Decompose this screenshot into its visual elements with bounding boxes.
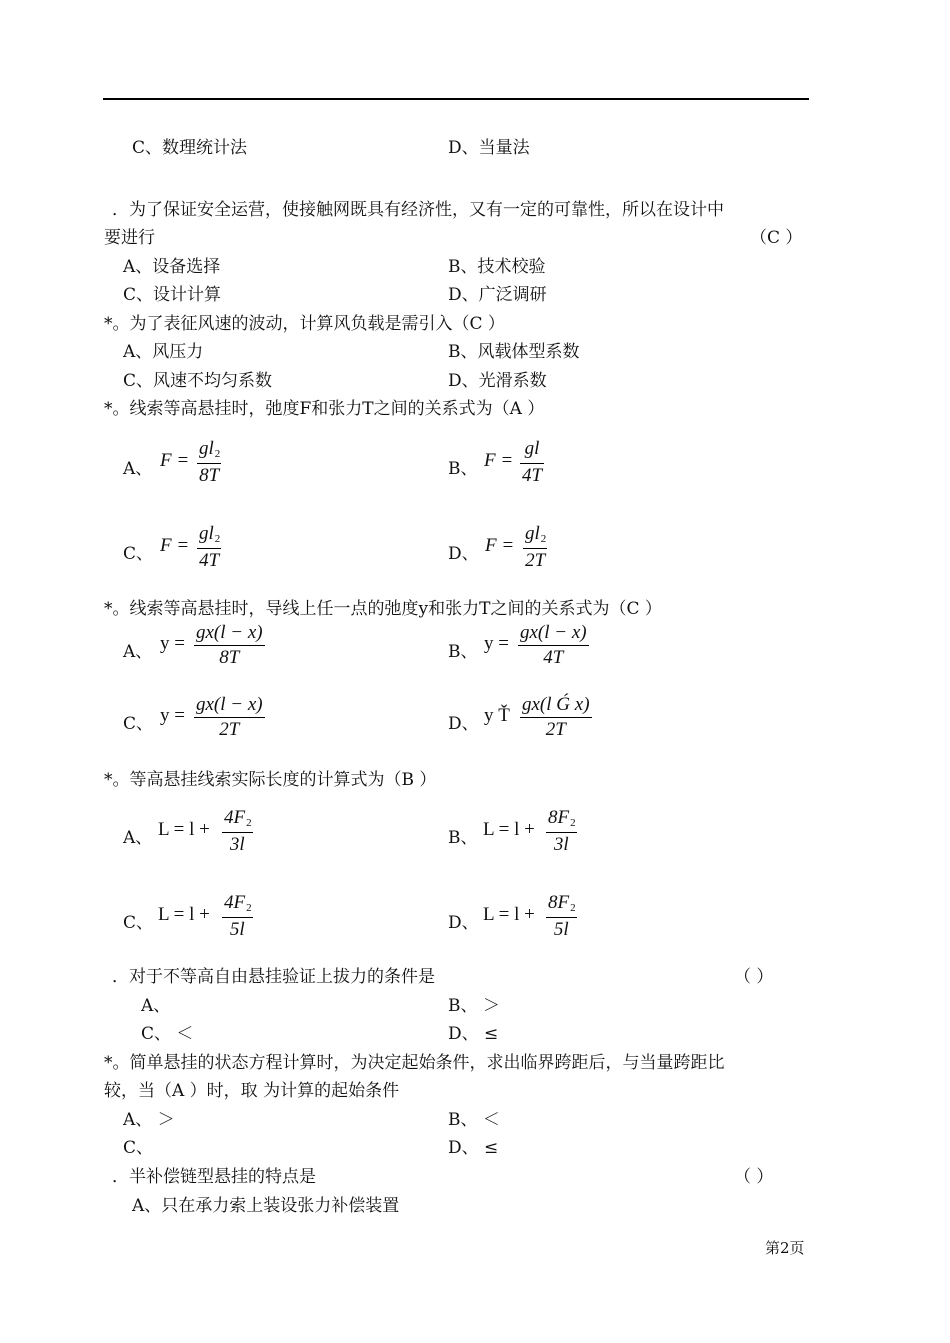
formula-lhs: y = <box>160 705 185 726</box>
option-c: C、 <box>123 1138 154 1158</box>
formula-fraction: $\frac{gl2}{2T}$ <box>525 523 547 571</box>
answer-bracket: （C ） <box>750 228 803 248</box>
question-stem: ．为了保证安全运营，使接触网既具有经济性，又有一定的可靠性，所以在设计中 <box>112 200 724 220</box>
option-c: C、 <box>123 714 154 734</box>
option-a: A、 <box>123 828 153 848</box>
formula-fraction: $\frac{gl2}{8T}$ <box>199 438 221 486</box>
question-stem: 较，当（A ）时，取 为计算的起始条件 <box>104 1081 400 1101</box>
question-stem: 要进行 <box>104 228 155 248</box>
formula-fraction: $\frac{gl}{4T}$ <box>522 438 543 486</box>
option-d: D、 <box>448 714 479 734</box>
option-a: A、设备选择 <box>123 257 221 277</box>
formula-lhs: L = l + <box>483 819 535 840</box>
formula-fraction: $\frac{gx(l - x)}{8T}$ <box>196 622 263 668</box>
formula-lhs: L = l + <box>158 904 210 925</box>
option-a: A、 ＞ <box>123 1110 175 1130</box>
option-c: C、数理统计法 <box>132 138 248 158</box>
formula-fraction: $\frac{4F2}{5l}$ <box>224 892 252 940</box>
formula-fraction: $\frac{8F2}{3l}$ <box>548 807 576 855</box>
option-b: B、技术校验 <box>448 257 546 277</box>
answer-bracket: （ ） <box>734 967 774 987</box>
option-d: D、广泛调研 <box>448 285 547 305</box>
formula-fraction: $\frac{\text{gx(l Ǵ x)}}{2T}$ <box>522 694 590 740</box>
formula-lhs: y Ť <box>484 705 510 726</box>
option-a: A、 <box>141 996 171 1016</box>
option-c: C、 ＜ <box>141 1024 194 1044</box>
option-b: B、 <box>448 828 478 848</box>
formula-fraction: $\frac{4F2}{3l}$ <box>224 807 252 855</box>
option-c: C、 <box>123 544 154 564</box>
formula-lhs: F = <box>160 535 190 556</box>
formula-fraction: $\frac{gx(l - x)}{4T}$ <box>520 622 587 668</box>
formula-lhs: y = <box>160 633 185 654</box>
formula-lhs: y = <box>484 633 509 654</box>
option-c: C、 <box>123 913 154 933</box>
option-a: A、只在承力索上装设张力补偿装置 <box>132 1196 400 1216</box>
option-d: D、 <box>448 544 479 564</box>
formula-fraction: $\frac{gl2}{4T}$ <box>199 523 221 571</box>
formula-lhs: F = <box>160 450 190 471</box>
option-b: B、 <box>448 459 478 479</box>
question-stem: *。为了表征风速的波动，计算风负载是需引入（C ） <box>104 314 505 334</box>
question-stem: *。线索等高悬挂时，导线上任一点的弛度y和张力T之间的关系式为（C ） <box>104 599 662 619</box>
question-stem: ．半补偿链型悬挂的特点是 <box>112 1167 316 1187</box>
formula-lhs: L = l + <box>483 904 535 925</box>
option-b: B、 ＞ <box>448 996 500 1016</box>
formula-fraction: $\frac{8F2}{5l}$ <box>548 892 576 940</box>
option-b: B、 <box>448 642 478 662</box>
option-d: D、 ≤ <box>448 1138 499 1158</box>
option-d: D、当量法 <box>448 138 530 158</box>
question-stem: ．对于不等高自由悬挂验证上拔力的条件是 <box>112 967 435 987</box>
question-stem: *。等高悬挂线索实际长度的计算式为（B ） <box>104 770 437 790</box>
formula-fraction: $\frac{gx(l - x)}{2T}$ <box>196 694 263 740</box>
option-c: C、设计计算 <box>123 285 222 305</box>
formula-lhs: F = <box>485 535 515 556</box>
option-d: D、 ≤ <box>448 1024 499 1044</box>
option-a: A、风压力 <box>123 342 204 362</box>
option-b: B、风载体型系数 <box>448 342 580 362</box>
formula-lhs: F = <box>484 450 514 471</box>
option-a: A、 <box>123 459 153 479</box>
page-number: 第2页 <box>765 1239 805 1257</box>
option-a: A、 <box>123 642 153 662</box>
formula-lhs: L = l + <box>158 819 210 840</box>
option-d: D、 <box>448 913 479 933</box>
answer-bracket: （ ） <box>734 1167 774 1187</box>
header-rule <box>103 98 809 100</box>
option-c: C、风速不均匀系数 <box>123 371 273 391</box>
option-b: B、 ＜ <box>448 1110 500 1130</box>
question-stem: *。线索等高悬挂时，弛度F和张力T之间的关系式为（A ） <box>104 399 545 419</box>
option-d: D、光滑系数 <box>448 371 547 391</box>
question-stem: *。简单悬挂的状态方程计算时，为决定起始条件，求出临界跨距后，与当量跨距比 <box>104 1053 725 1073</box>
